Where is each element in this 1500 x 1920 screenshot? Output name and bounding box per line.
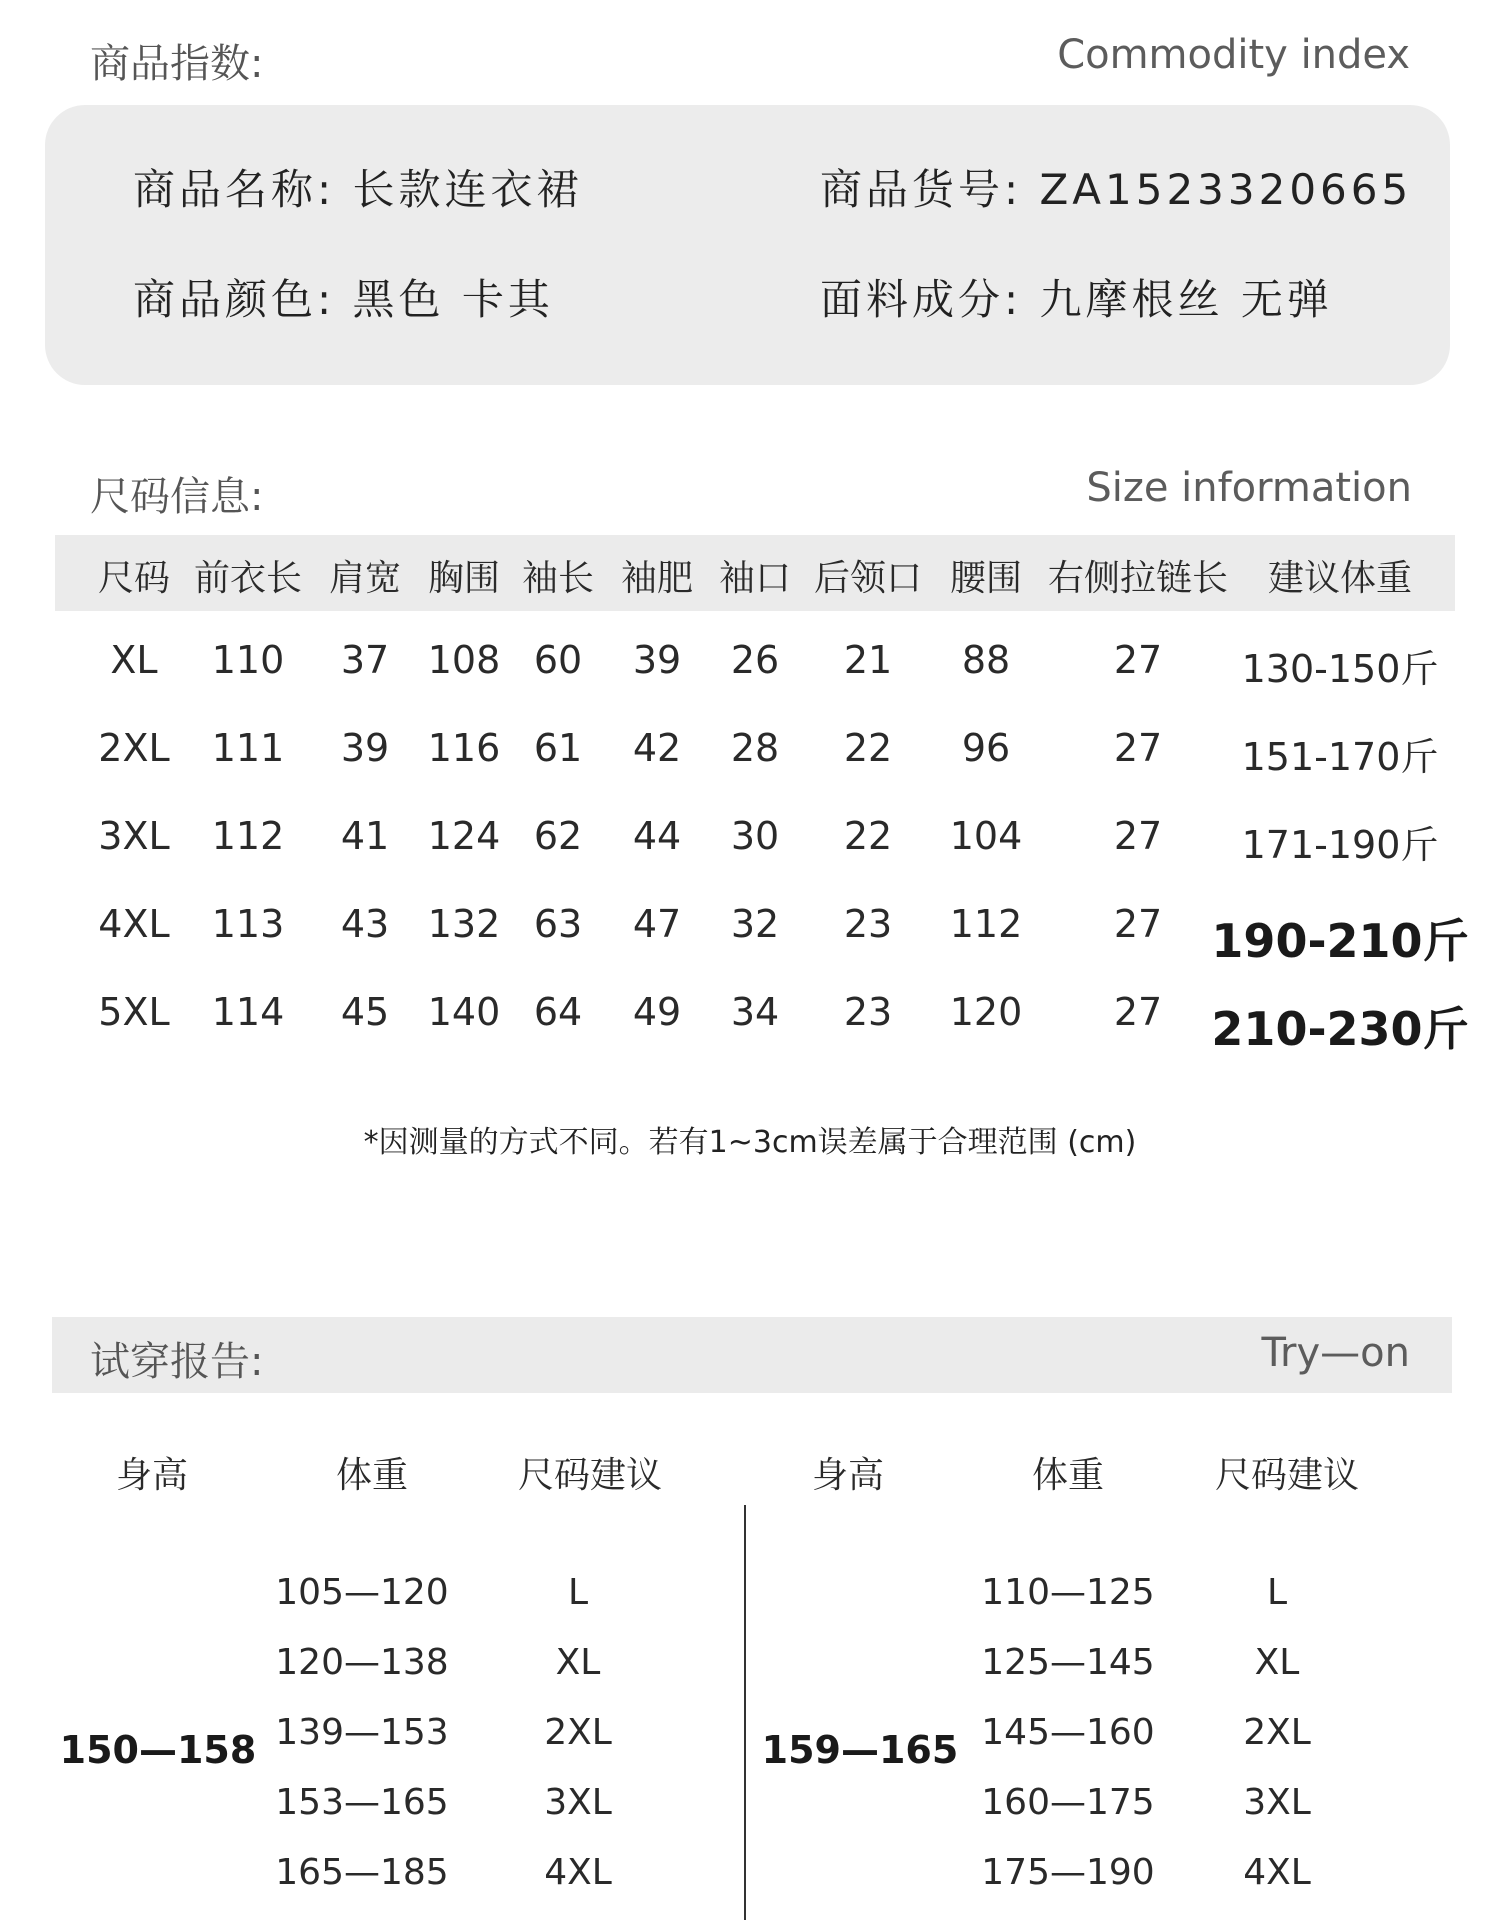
tryon-size-suggestion: XL: [555, 1642, 601, 1683]
size-table-cell: 21: [843, 638, 893, 682]
size-table-cell: 28: [730, 726, 780, 770]
tryon-size-suggestion: 2XL: [544, 1712, 612, 1753]
size-table-cell: 190-210斤: [1211, 914, 1469, 968]
tryon-size-suggestion: 4XL: [1243, 1852, 1311, 1893]
size-row-label: 4XL: [98, 902, 170, 946]
size-table-cell: 34: [730, 990, 780, 1034]
product-name: 商品名称: 长款连衣裙: [133, 165, 583, 214]
size-header-cell: 尺码: [97, 558, 171, 599]
tryon-size-suggestion: XL: [1254, 1642, 1300, 1683]
size-header-cell: 胸围: [427, 558, 501, 599]
tryon-size-suggestion: 4XL: [544, 1852, 612, 1893]
tryon-weight: 165—185: [275, 1852, 449, 1893]
size-table-cell: 23: [843, 902, 893, 946]
size-row-label: 3XL: [98, 814, 170, 858]
size-row-label: 5XL: [98, 990, 170, 1034]
size-table-cell: 114: [211, 990, 285, 1034]
size-header-cell: 肩宽: [328, 558, 402, 599]
size-table-cell: 110: [211, 638, 285, 682]
tryon-header-right: 体重: [1031, 1455, 1105, 1496]
measurement-note: *因测量的方式不同。若有1~3cm误差属于合理范围 (cm): [363, 1125, 1137, 1160]
tryon-weight: 153—165: [275, 1782, 449, 1823]
size-section-title-en: Size information: [1086, 465, 1412, 511]
tryon-weight: 145—160: [981, 1712, 1155, 1753]
tryon-weight: 110—125: [981, 1572, 1155, 1613]
size-table-cell: 45: [340, 990, 390, 1034]
size-table-cell: 37: [340, 638, 390, 682]
size-section-title: 尺码信息:: [90, 474, 264, 520]
size-table-cell: 64: [533, 990, 583, 1034]
size-header-cell: 袖长: [521, 558, 595, 599]
size-table-cell: 140: [427, 990, 501, 1034]
size-table-cell: 63: [533, 902, 583, 946]
size-table-cell: 22: [843, 814, 893, 858]
size-table-cell: 113: [211, 902, 285, 946]
commodity-section-title-en: Commodity index: [1057, 32, 1410, 78]
size-header-cell: 袖肥: [620, 558, 694, 599]
size-table-cell: 112: [949, 902, 1023, 946]
tryon-weight: 139—153: [275, 1712, 449, 1753]
size-row-label: XL: [110, 638, 158, 682]
product-sku: 商品货号: ZA1523320665: [820, 165, 1413, 214]
size-table-cell: 42: [632, 726, 682, 770]
commodity-section-title: 商品指数:: [90, 41, 264, 87]
size-table-cell: 210-230斤: [1211, 1002, 1469, 1056]
size-table-cell: 22: [843, 726, 893, 770]
tryon-size-suggestion: 3XL: [544, 1782, 612, 1823]
tryon-divider: [744, 1505, 746, 1920]
size-table-cell: 49: [632, 990, 682, 1034]
size-table-cell: 60: [533, 638, 583, 682]
size-header-cell: 前衣长: [193, 558, 303, 599]
size-table-cell: 88: [961, 638, 1011, 682]
size-table-cell: 96: [961, 726, 1011, 770]
size-table-cell: 124: [427, 814, 501, 858]
size-header-cell: 后领口: [813, 558, 923, 599]
tryon-section-title: 试穿报告:: [90, 1339, 264, 1385]
tryon-header-right: 尺码建议: [1214, 1455, 1360, 1496]
size-table-cell: 104: [949, 814, 1023, 858]
size-header-cell: 右侧拉链长: [1047, 558, 1229, 599]
size-table-cell: 130-150斤: [1241, 647, 1439, 691]
size-table-cell: 27: [1113, 902, 1163, 946]
size-table-cell: 47: [632, 902, 682, 946]
size-row-label: 2XL: [98, 726, 170, 770]
tryon-size-suggestion: L: [1266, 1572, 1288, 1613]
size-table-cell: 39: [340, 726, 390, 770]
size-table-cell: 27: [1113, 990, 1163, 1034]
size-table-cell: 32: [730, 902, 780, 946]
tryon-weight: 105—120: [275, 1572, 449, 1613]
product-material: 面料成分: 九摩根丝 无弹: [820, 275, 1333, 324]
size-table-cell: 26: [730, 638, 780, 682]
size-table-cell: 116: [427, 726, 501, 770]
tryon-header-left: 尺码建议: [517, 1455, 663, 1496]
tryon-height-right: 159—165: [761, 1728, 959, 1772]
tryon-size-suggestion: 2XL: [1243, 1712, 1311, 1753]
size-header-cell: 腰围: [949, 558, 1023, 599]
tryon-weight: 125—145: [981, 1642, 1155, 1683]
tryon-header-right: 身高: [811, 1455, 885, 1496]
tryon-section-title-en: Try—on: [1261, 1330, 1410, 1376]
size-table-cell: 132: [427, 902, 501, 946]
size-header-cell: 建议体重: [1267, 558, 1413, 599]
size-table-cell: 108: [427, 638, 501, 682]
size-table-cell: 30: [730, 814, 780, 858]
tryon-size-suggestion: L: [567, 1572, 589, 1613]
size-table-cell: 44: [632, 814, 682, 858]
tryon-header-left: 身高: [115, 1455, 189, 1496]
tryon-weight: 160—175: [981, 1782, 1155, 1823]
tryon-weight: 175—190: [981, 1852, 1155, 1893]
size-table-cell: 171-190斤: [1241, 823, 1439, 867]
size-table-cell: 151-170斤: [1241, 735, 1439, 779]
tryon-header-left: 体重: [335, 1455, 409, 1496]
size-table-cell: 41: [340, 814, 390, 858]
size-table-cell: 112: [211, 814, 285, 858]
size-table-cell: 120: [949, 990, 1023, 1034]
tryon-size-suggestion: 3XL: [1243, 1782, 1311, 1823]
size-table-cell: 39: [632, 638, 682, 682]
tryon-weight: 120—138: [275, 1642, 449, 1683]
size-table-cell: 111: [211, 726, 285, 770]
size-table-cell: 27: [1113, 726, 1163, 770]
size-header-cell: 袖口: [718, 558, 792, 599]
size-table-cell: 27: [1113, 814, 1163, 858]
size-table-cell: 43: [340, 902, 390, 946]
size-table-cell: 23: [843, 990, 893, 1034]
size-table-cell: 62: [533, 814, 583, 858]
size-table-cell: 27: [1113, 638, 1163, 682]
product-color: 商品颜色: 黑色 卡其: [133, 275, 554, 324]
tryon-height-left: 150—158: [59, 1728, 257, 1772]
size-table-cell: 61: [533, 726, 583, 770]
